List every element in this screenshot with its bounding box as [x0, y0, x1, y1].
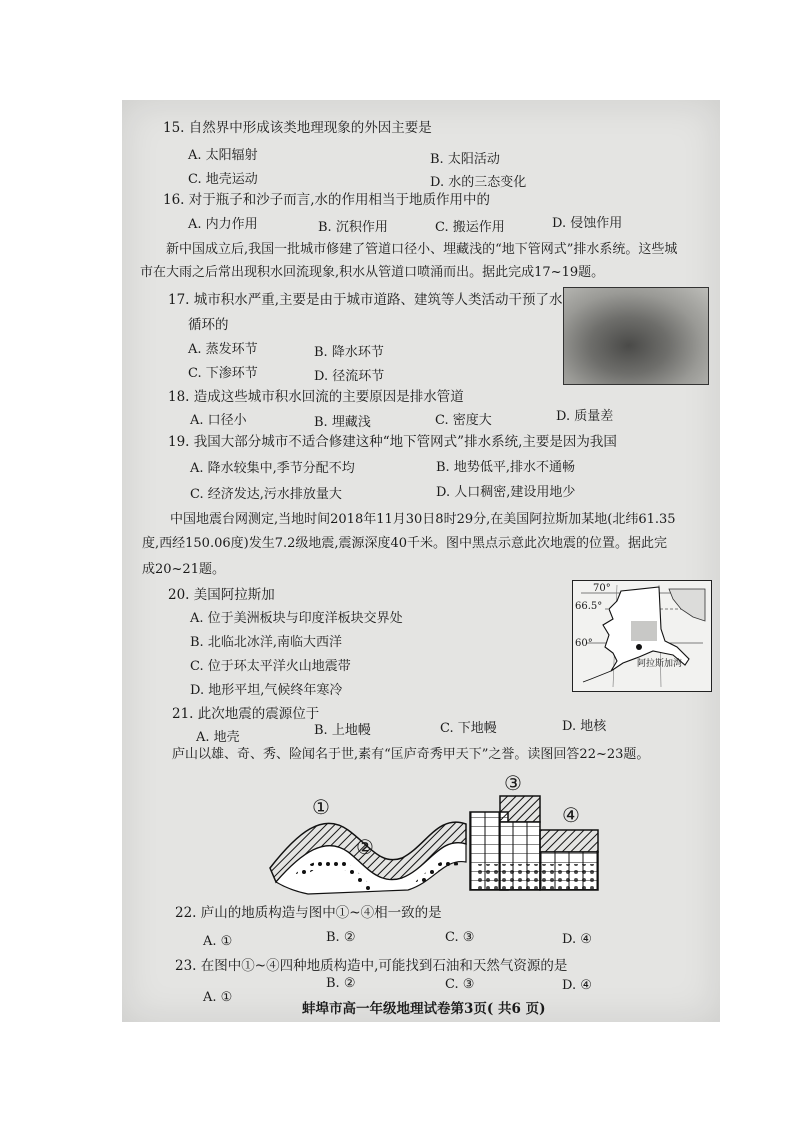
q16-option-d: D. 侵蚀作用 [552, 216, 623, 231]
q22-option-b: B. ② [326, 930, 356, 945]
map-label-gulf: 阿拉斯加湾 [637, 659, 683, 669]
passage1-line2: 市在大雨之后常出现积水回流现象,积水从管道口喷涌而出。据此完成17~19题。 [140, 265, 605, 280]
shaded-region [631, 621, 657, 641]
q20-stem: 20. 美国阿拉斯加 [168, 587, 275, 603]
q22-option-c: C. ③ [445, 930, 475, 945]
q19-option-d: D. 人口稠密,建设用地少 [436, 485, 576, 500]
diagram-marker-1: ① [312, 795, 330, 819]
earthquake-location-dot [636, 644, 642, 650]
q17-option-b: B. 降水环节 [314, 345, 384, 360]
fault-dotted-base [474, 864, 598, 890]
q21-option-b: B. 上地幔 [314, 723, 371, 738]
q17-option-a: A. 蒸发环节 [188, 342, 258, 357]
q17-stem-line2: 循环的 [188, 317, 229, 333]
q19-option-c: C. 经济发达,污水排放量大 [190, 487, 342, 502]
q20-option-b: B. 北临北冰洋,南临大西洋 [190, 635, 342, 650]
q20-option-a: A. 位于美洲板块与印度洋板块交界处 [190, 611, 403, 626]
geologic-structure-drawing [268, 772, 608, 897]
q21-option-c: C. 下地幔 [440, 721, 497, 736]
q15-option-d: D. 水的三态变化 [430, 175, 527, 190]
passage3-line1: 庐山以雄、奇、秀、险闻名于世,素有“匡庐奇秀甲天下”之誉。读图回答22~23题。 [172, 747, 650, 762]
geologic-structure-diagram [268, 772, 608, 901]
q16-option-a: A. 内力作用 [188, 217, 258, 232]
diagram-marker-3: ③ [504, 771, 522, 795]
q17-option-c: C. 下渗环节 [188, 366, 258, 381]
q21-option-d: D. 地核 [562, 719, 607, 734]
q17-stem-line1: 17. 城市积水严重,主要是由于城市道路、建筑等人类活动干预了水 [168, 292, 563, 308]
q22-option-d: D. ④ [562, 932, 592, 947]
q15-option-a: A. 太阳辐射 [188, 148, 258, 163]
canada-region [669, 589, 705, 621]
diagram-marker-4: ④ [562, 803, 580, 827]
q15-option-b: B. 太阳活动 [430, 152, 500, 167]
q18-option-b: B. 埋藏浅 [314, 415, 371, 430]
q15-stem: 15. 自然界中形成该类地理现象的外因主要是 [163, 120, 432, 136]
passage2-line3: 成20~21题。 [142, 562, 225, 577]
q18-option-a: A. 口径小 [190, 413, 247, 428]
q18-option-c: C. 密度大 [435, 413, 492, 428]
q19-option-b: B. 地势低平,排水不通畅 [436, 460, 575, 475]
q16-option-c: C. 搬运作用 [435, 220, 505, 235]
fault-right-hatched [540, 830, 598, 852]
q21-option-a: A. 地壳 [196, 730, 240, 745]
waterlogging-photo [563, 287, 709, 385]
aleutian-islands [583, 671, 611, 682]
page-footer: 蚌埠市高一年级地理试卷第3页( 共6 页) [302, 1001, 546, 1017]
q15-option-c: C. 地壳运动 [188, 172, 258, 187]
alaska-map-drawing [573, 581, 711, 691]
map-label-60: 60° [575, 638, 593, 649]
q20-option-d: D. 地形平坦,气候终年寒冷 [190, 683, 343, 698]
fault-uplifted-top [500, 796, 540, 822]
q18-option-d: D. 质量差 [556, 409, 614, 424]
q23-option-d: D. ④ [562, 978, 592, 993]
q23-option-b: B. ② [326, 976, 356, 991]
passage2-line2: 度,西经150.06度)发生7.2级地震,震源深度40千米。图中黑点示意此次地震的位置。据此完 [142, 536, 668, 551]
passage1-line1: 新中国成立后,我国一批城市修建了管道口径小、埋藏浅的“地下管网式”排水系统。这些城 [166, 242, 678, 257]
q19-stem: 19. 我国大部分城市不适合修建这种“地下管网式”排水系统,主要是因为我国 [168, 434, 617, 450]
map-label-66-5: 66.5° [575, 601, 603, 612]
q19-option-a: A. 降水较集中,季节分配不均 [190, 461, 355, 476]
q20-option-c: C. 位于环太平洋火山地震带 [190, 659, 351, 674]
q16-option-b: B. 沉积作用 [318, 220, 388, 235]
q21-stem: 21. 此次地震的震源位于 [172, 706, 320, 722]
q23-option-c: C. ③ [445, 977, 475, 992]
q22-stem: 22. 庐山的地质构造与图中①~④相一致的是 [175, 905, 442, 921]
alaska-map [572, 580, 712, 692]
map-label-70: 70° [593, 583, 611, 594]
diagram-marker-2: ② [356, 835, 374, 859]
q23-stem: 23. 在图中①~④四种地质构造中,可能找到石油和天然气资源的是 [175, 958, 568, 974]
q23-option-a: A. ① [203, 990, 233, 1005]
passage2-line1: 中国地震台网测定,当地时间2018年11月30日8时29分,在美国阿拉斯加某地(北纬61.35 [170, 512, 676, 527]
q17-option-d: D. 径流环节 [314, 369, 385, 384]
q16-stem: 16. 对于瓶子和沙子而言,水的作用相当于地质作用中的 [163, 192, 491, 208]
q22-option-a: A. ① [203, 934, 233, 949]
q18-stem: 18. 造成这些城市积水回流的主要原因是排水管道 [168, 389, 464, 405]
